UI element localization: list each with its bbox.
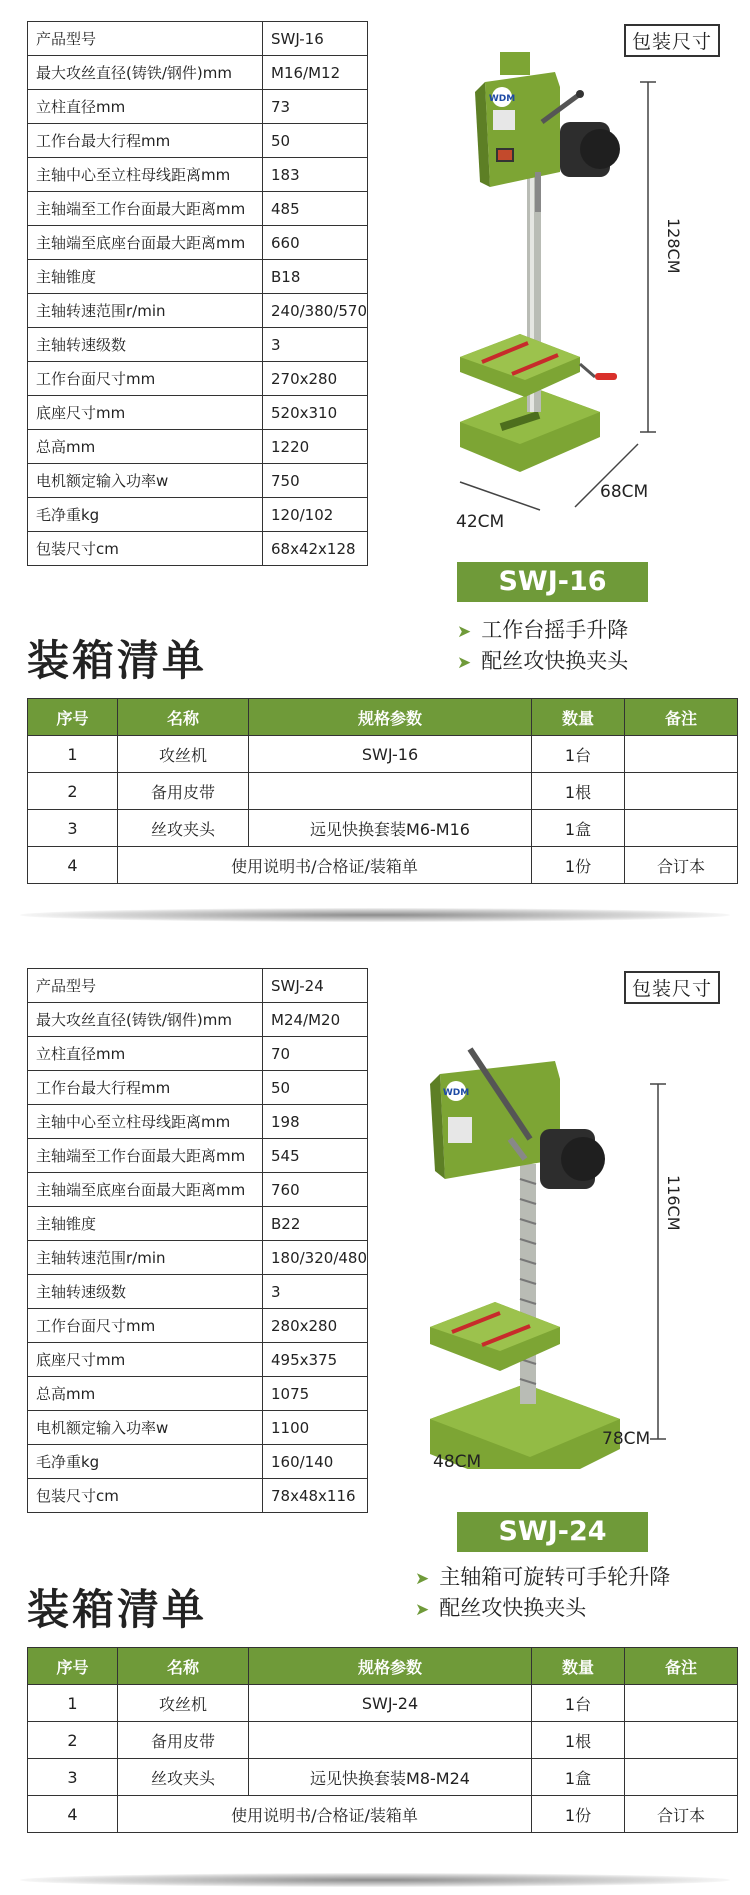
width-dimension: 42CM xyxy=(456,512,505,532)
cell-spec: 远见快换套装M6-M16 xyxy=(249,810,532,847)
spec-value: 485 xyxy=(263,192,368,226)
cell-no: 1 xyxy=(28,736,118,773)
table-row xyxy=(28,1722,738,1759)
arrow-icon: ➤ xyxy=(415,1569,430,1589)
depth-dimension: 68CM xyxy=(600,482,649,502)
spec-key: 产品型号 xyxy=(28,969,263,1003)
packing-size-badge: 包装尺寸 xyxy=(624,971,720,1004)
spec-key: 立柱直径mm xyxy=(28,1037,263,1071)
cell-no: 3 xyxy=(28,810,118,847)
column-header: 备注 xyxy=(625,1648,738,1685)
spec-row xyxy=(28,532,368,566)
cell-note xyxy=(625,1685,738,1722)
product-section-swj24 xyxy=(0,947,750,1894)
cell-note xyxy=(625,773,738,810)
feature-line: ➤ 工作台摇手升降 xyxy=(457,618,629,642)
spec-value: 3 xyxy=(263,328,368,362)
spec-value: M16/M12 xyxy=(263,56,368,90)
spec-key: 包装尺寸cm xyxy=(28,532,263,566)
spec-value: 50 xyxy=(263,1071,368,1105)
spec-row xyxy=(28,1037,368,1071)
section-divider xyxy=(20,908,730,922)
spec-key: 毛净重kg xyxy=(28,498,263,532)
cell-note xyxy=(625,736,738,773)
spec-value: 1100 xyxy=(263,1411,368,1445)
cell-qty: 1台 xyxy=(532,1685,625,1722)
spec-key: 主轴端至工作台面最大距离mm xyxy=(28,1139,263,1173)
feature-line: ➤ 主轴箱可旋转可手轮升降 xyxy=(415,1565,671,1589)
spec-value: 180/320/480 xyxy=(263,1241,368,1275)
cell-qty: 1份 xyxy=(532,847,625,884)
cell-spec xyxy=(249,773,532,810)
spec-row xyxy=(28,396,368,430)
spec-row xyxy=(28,90,368,124)
spec-row xyxy=(28,226,368,260)
cell-spec: SWJ-24 xyxy=(249,1685,532,1722)
spec-row xyxy=(28,1207,368,1241)
spec-value: 183 xyxy=(263,158,368,192)
brand-logo: WDM xyxy=(442,1088,470,1098)
packing-list-title: 装箱清单 xyxy=(27,636,208,685)
packing-size-badge: 包装尺寸 xyxy=(624,24,720,57)
spec-key: 主轴锥度 xyxy=(28,260,263,294)
packing-list-table xyxy=(27,1647,738,1833)
spec-value: SWJ-16 xyxy=(263,22,368,56)
cell-documents: 使用说明书/合格证/装箱单 xyxy=(118,1796,532,1833)
cell-note: 合订本 xyxy=(625,1796,738,1833)
spec-key: 最大攻丝直径(铸铁/钢件)mm xyxy=(28,1003,263,1037)
cell-qty: 1盒 xyxy=(532,1759,625,1796)
spec-row xyxy=(28,1139,368,1173)
spec-value: B22 xyxy=(263,1207,368,1241)
cell-qty: 1根 xyxy=(532,1722,625,1759)
spec-value: 68x42x128 xyxy=(263,532,368,566)
spec-value: B18 xyxy=(263,260,368,294)
column-header: 规格参数 xyxy=(249,1648,532,1685)
spec-row xyxy=(28,328,368,362)
cell-name: 攻丝机 xyxy=(118,736,249,773)
cell-note: 合订本 xyxy=(625,847,738,884)
spec-key: 总高mm xyxy=(28,430,263,464)
cell-no: 4 xyxy=(28,847,118,884)
spec-value: 240/380/570 xyxy=(263,294,368,328)
arrow-icon: ➤ xyxy=(415,1600,430,1620)
spec-row xyxy=(28,1173,368,1207)
packing-list-header-row xyxy=(28,699,738,736)
spec-row xyxy=(28,1241,368,1275)
spec-value: 120/102 xyxy=(263,498,368,532)
cell-no: 1 xyxy=(28,1685,118,1722)
spec-key: 毛净重kg xyxy=(28,1445,263,1479)
spec-row xyxy=(28,1003,368,1037)
brand-logo: WDM xyxy=(488,94,516,104)
spec-table xyxy=(27,21,368,566)
cell-qty: 1根 xyxy=(532,773,625,810)
feature-line: ➤ 配丝攻快换夹头 xyxy=(415,1596,587,1620)
column-header: 名称 xyxy=(118,1648,249,1685)
packing-list-table xyxy=(27,698,738,884)
spec-key: 工作台面尺寸mm xyxy=(28,362,263,396)
height-dimension: 128CM xyxy=(664,218,683,274)
spec-key: 主轴端至底座台面最大距离mm xyxy=(28,1173,263,1207)
table-row xyxy=(28,847,738,884)
spec-key: 主轴端至工作台面最大距离mm xyxy=(28,192,263,226)
cell-spec: 远见快换套装M8-M24 xyxy=(249,1759,532,1796)
table-row xyxy=(28,1796,738,1833)
spec-key: 立柱直径mm xyxy=(28,90,263,124)
depth-dimension: 78CM xyxy=(602,1429,651,1449)
cell-name: 丝攻夹头 xyxy=(118,1759,249,1796)
column-header: 数量 xyxy=(532,1648,625,1685)
width-dimension: 48CM xyxy=(433,1452,482,1472)
spec-key: 主轴端至底座台面最大距离mm xyxy=(28,226,263,260)
spec-row xyxy=(28,192,368,226)
table-row xyxy=(28,736,738,773)
arrow-icon: ➤ xyxy=(457,653,472,673)
tapping-machine-image xyxy=(430,52,720,522)
spec-value: 1075 xyxy=(263,1377,368,1411)
spec-key: 工作台面尺寸mm xyxy=(28,1309,263,1343)
spec-row xyxy=(28,969,368,1003)
cell-note xyxy=(625,810,738,847)
product-section-swj16 xyxy=(0,0,750,947)
cell-name: 攻丝机 xyxy=(118,1685,249,1722)
column-header: 序号 xyxy=(28,1648,118,1685)
spec-key: 主轴中心至立柱母线距离mm xyxy=(28,1105,263,1139)
cell-note xyxy=(625,1759,738,1796)
spec-row xyxy=(28,1071,368,1105)
tapping-machine-image xyxy=(430,999,720,1469)
spec-value: 660 xyxy=(263,226,368,260)
table-row xyxy=(28,1759,738,1796)
spec-row xyxy=(28,158,368,192)
cell-qty: 1台 xyxy=(532,736,625,773)
spec-key: 主轴锥度 xyxy=(28,1207,263,1241)
spec-value: M24/M20 xyxy=(263,1003,368,1037)
spec-row xyxy=(28,1343,368,1377)
cell-no: 2 xyxy=(28,1722,118,1759)
column-header: 备注 xyxy=(625,699,738,736)
spec-key: 主轴转速级数 xyxy=(28,1275,263,1309)
spec-row xyxy=(28,1105,368,1139)
spec-value: 280x280 xyxy=(263,1309,368,1343)
cell-note xyxy=(625,1722,738,1759)
spec-value: 760 xyxy=(263,1173,368,1207)
section-divider xyxy=(20,1873,730,1887)
height-dimension: 116CM xyxy=(664,1175,683,1231)
spec-value: 70 xyxy=(263,1037,368,1071)
spec-value: 545 xyxy=(263,1139,368,1173)
spec-key: 电机额定输入功率w xyxy=(28,1411,263,1445)
column-header: 名称 xyxy=(118,699,249,736)
cell-name: 备用皮带 xyxy=(118,773,249,810)
spec-value: 78x48x116 xyxy=(263,1479,368,1513)
spec-value: 750 xyxy=(263,464,368,498)
spec-table xyxy=(27,968,368,1513)
arrow-icon: ➤ xyxy=(457,622,472,642)
cell-documents: 使用说明书/合格证/装箱单 xyxy=(118,847,532,884)
packing-list-header-row xyxy=(28,1648,738,1685)
spec-key: 最大攻丝直径(铸铁/钢件)mm xyxy=(28,56,263,90)
spec-row xyxy=(28,124,368,158)
table-row xyxy=(28,810,738,847)
spec-row xyxy=(28,260,368,294)
spec-value: 50 xyxy=(263,124,368,158)
spec-key: 主轴转速级数 xyxy=(28,328,263,362)
spec-value: 3 xyxy=(263,1275,368,1309)
spec-key: 主轴转速范围r/min xyxy=(28,294,263,328)
spec-value: 270x280 xyxy=(263,362,368,396)
spec-value: 160/140 xyxy=(263,1445,368,1479)
feature-line: ➤ 配丝攻快换夹头 xyxy=(457,649,629,673)
cell-qty: 1盒 xyxy=(532,810,625,847)
spec-key: 底座尺寸mm xyxy=(28,396,263,430)
spec-value: 495x375 xyxy=(263,1343,368,1377)
spec-row xyxy=(28,464,368,498)
spec-value: 198 xyxy=(263,1105,368,1139)
column-header: 序号 xyxy=(28,699,118,736)
cell-spec xyxy=(249,1722,532,1759)
spec-row xyxy=(28,56,368,90)
spec-row xyxy=(28,22,368,56)
column-header: 数量 xyxy=(532,699,625,736)
spec-value: 520x310 xyxy=(263,396,368,430)
spec-key: 电机额定输入功率w xyxy=(28,464,263,498)
spec-key: 工作台最大行程mm xyxy=(28,1071,263,1105)
cell-name: 丝攻夹头 xyxy=(118,810,249,847)
spec-key: 总高mm xyxy=(28,1377,263,1411)
spec-row xyxy=(28,1309,368,1343)
spec-row xyxy=(28,1445,368,1479)
cell-no: 4 xyxy=(28,1796,118,1833)
spec-value: SWJ-24 xyxy=(263,969,368,1003)
spec-row xyxy=(28,1411,368,1445)
spec-key: 主轴转速范围r/min xyxy=(28,1241,263,1275)
spec-key: 底座尺寸mm xyxy=(28,1343,263,1377)
spec-row xyxy=(28,498,368,532)
spec-key: 工作台最大行程mm xyxy=(28,124,263,158)
column-header: 规格参数 xyxy=(249,699,532,736)
spec-key: 主轴中心至立柱母线距离mm xyxy=(28,158,263,192)
table-row xyxy=(28,1685,738,1722)
cell-spec: SWJ-16 xyxy=(249,736,532,773)
packing-list-title: 装箱清单 xyxy=(27,1585,208,1634)
spec-value: 1220 xyxy=(263,430,368,464)
cell-qty: 1份 xyxy=(532,1796,625,1833)
cell-no: 2 xyxy=(28,773,118,810)
spec-row xyxy=(28,430,368,464)
cell-no: 3 xyxy=(28,1759,118,1796)
spec-row xyxy=(28,1479,368,1513)
table-row xyxy=(28,773,738,810)
model-banner: SWJ-16 xyxy=(457,562,648,602)
spec-key: 包装尺寸cm xyxy=(28,1479,263,1513)
spec-row xyxy=(28,294,368,328)
spec-key: 产品型号 xyxy=(28,22,263,56)
spec-value: 73 xyxy=(263,90,368,124)
spec-row xyxy=(28,1275,368,1309)
cell-name: 备用皮带 xyxy=(118,1722,249,1759)
spec-row xyxy=(28,362,368,396)
spec-row xyxy=(28,1377,368,1411)
model-banner: SWJ-24 xyxy=(457,1512,648,1552)
